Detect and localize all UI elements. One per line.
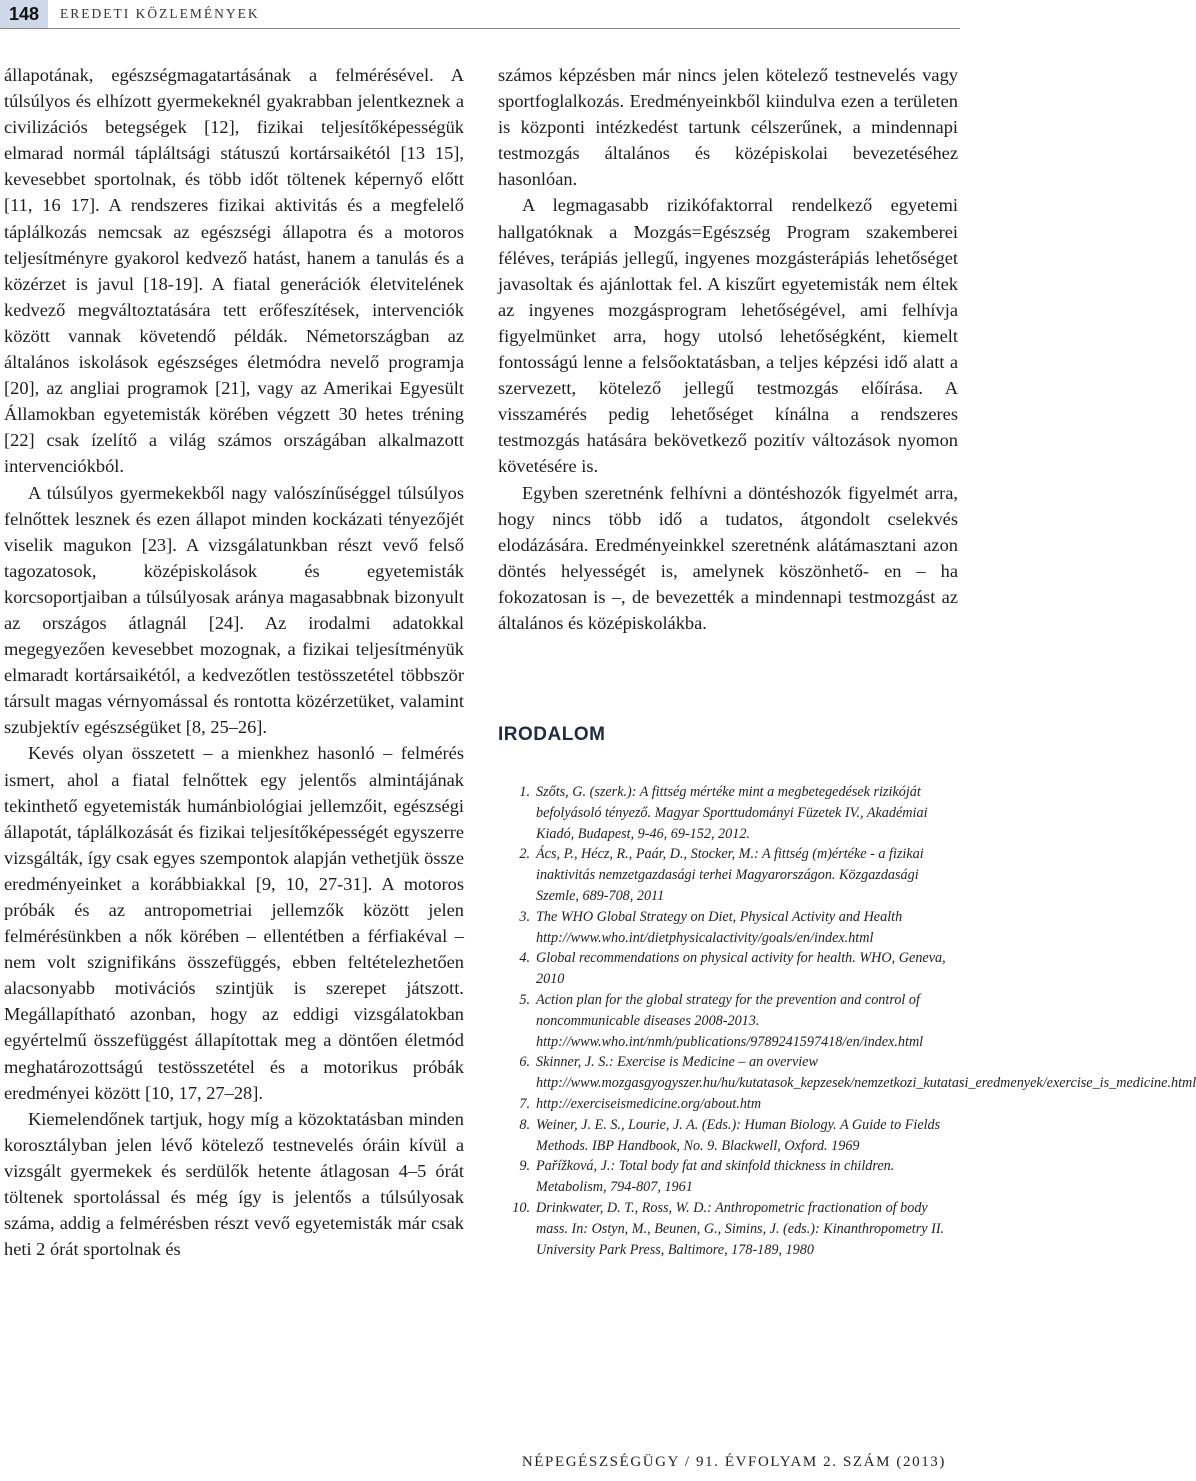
reference-item xyxy=(508,1115,958,1157)
reference-text: Szőts, G. (szerk.): A fittség mértéke mint a megbetegedések rizikóját befolyásoló tényező. Magyar Sporttudományi Füzetek IV., Akadémiai Kiadó, Budapest, 9-46, 69-152, 2012. xyxy=(536,784,928,842)
reference-text: The WHO Global Strategy on Diet, Physical Activity and Health http://www.who.int/dietphysicalactivity/goals/en/index.html xyxy=(536,908,903,946)
reference-item xyxy=(508,907,958,949)
body-paragraph: Kevés olyan összetett – a mienkhez hasonló – felmérés ismert, ahol a fiatal felnőttek egy jelentős almintájának tekinthető egyetemisták humánbiológiai jellemzőit, egészségi állapotát, táplálkozását és fizikai teljesítőképességét egyszerre vizsgálták, így csak egyes szempontok alapján vethetjük össze eredményeinket a korábbiakkal [9, 10, 27-31]. A motoros próbák és az antropometriai jellemzők között jelen felmérésünkben a nők körében – ellentétben a férfiakéval – nem volt szignifikáns összefüggés, ebben feltételezhetően alacsonyabb motivációs szintjük is szerepet játszott. Megállapítható azonban, hogy az eddigi vizsgálatokban egyértelmű összefüggést állapítottak meg a döntően életmód meghatározottságú testösszetétel és a motorikus próbák eredményei között [10, 17, 27–28]. xyxy=(4,743,464,1103)
references-title: IRODALOM xyxy=(498,724,606,745)
page-header xyxy=(0,0,960,29)
reference-text: Weiner, J. E. S., Lourie, J. A. (Eds.): Human Biology. A Guide to Fields Methods. IBP Handbook, No. 9. Blackwell, Oxford. 1969 xyxy=(536,1116,941,1154)
reference-number: 9. xyxy=(519,1158,530,1175)
reference-number: 8. xyxy=(519,1116,530,1133)
reference-number: 2. xyxy=(519,846,530,863)
body-paragraph: állapotának, egészségmagatartásának a felmérésével. A túlsúlyos és elhízott gyermekeknél gyakrabban jelentkeznek a civilizációs betegségek [12], fizikai teljesítőképességük elmarad normál tápláltsági státuszú kortársaikétól [13 15], kevesebbet sportolnak, és több időt töltenek képernyő előtt [11, 16 17]. A rendszeres fizikai aktivitás és a megfelelő táplálkozás nemcsak az egészségi állapotra és a motoros teljesítményre gyakorol kedvező hatást, hanem a tanulás és a közérzet is javul [18-19]. A fiatal generációk életvitelének kedvező megváltoztatására tett erőfeszítések, intervenciók között vannak követendő példák. Németországban az általános iskolások egészséges életmódra nevelő programja [20], az angliai programok [21], vagy az Amerikai Egyesült Államokban egyetemisták körében végzett 30 hetes tréning [22] csak ízelítő a világ számos országában alkalmazott intervenciókból. xyxy=(4,65,464,477)
reference-number: 10. xyxy=(512,1199,530,1216)
reference-number: 5. xyxy=(519,991,530,1008)
body-paragraph: számos képzésben már nincs jelen kötelező testnevelés vagy sportfoglalkozás. Eredményeinkből kiindulva ezen a területen is központi intézkedést tartunk célszerűnek, a mindennapi testmozgás általános és középiskolai bevezetéséhez hasonlóan. xyxy=(498,65,958,190)
reference-text: Ács, P., Hécz, R., Paár, D., Stocker, M.: A fittség (m)értéke - a fizikai inaktivitás nemzetgazdasági terhei Magyarországon. Közgazdasági Szemle, 689-708, 2011 xyxy=(536,846,924,904)
body-paragraph: Kiemelendőnek tartjuk, hogy míg a közoktatásban minden korosztályban jelen lévő kötelező testnevelés óráin kívül a vizsgált gyermekek és serdülők hetente átlagosan 4–5 órát töltenek sportolással és még így is jelentős a túlsúlyosak száma, addig a felmérésben részt vevő egyetemisták már csak heti 2 órát sportolnak és xyxy=(4,1108,464,1260)
running-head: EREDETI KÖZLEMÉNYEK xyxy=(60,6,260,21)
reference-item xyxy=(508,948,958,990)
reference-text: Pařížková, J.: Total body fat and skinfold thickness in children. Metabolism, 794-807, 1961 xyxy=(536,1158,895,1196)
reference-number: 1. xyxy=(519,784,530,800)
reference-text: Skinner, J. S.: Exercise is Medicine – an overview http://www.mozgasgyogyszer.hu/hu/kutatasok_kepzesek/nemzetkozi_kutatasi_eredmenyek/exercise_is_medicine.html xyxy=(536,1054,1196,1092)
reference-item xyxy=(508,1052,1196,1094)
journal-footer: NÉPEGÉSZSÉGÜGY / 91. ÉVFOLYAM 2. SZÁM (2013) xyxy=(521,1454,946,1470)
reference-text: http://exerciseismedicine.org/about.htm xyxy=(536,1095,762,1112)
reference-item xyxy=(508,1094,958,1115)
body-paragraph: Egyben szeretnénk felhívni a döntéshozók figyelmét arra, hogy nincs több idő a tudatos, átgondolt cselekvés elodázására. Eredményeinkkel szeretnénk alátámasztani azon döntés helyességét is, amelynek köszönhető- en – ha fokozatosan is –, de bevezették a mindennapi testmozgást az általános és középiskolákba. xyxy=(498,482,958,633)
reference-item xyxy=(508,782,958,844)
reference-item xyxy=(508,844,958,906)
reference-text: Drinkwater, D. T., Ross, W. D.: Anthropometric fractionation of body mass. In: Ostyn, M., Beunen, G., Simins, J. (eds.): Kinanthropometry II. University Park Press, Baltimore, 178-189, 1980 xyxy=(536,1199,945,1258)
reference-text: Action plan for the global strategy for the prevention and control of noncommunicable diseases 2008-2013. http://www.who.int/nmh/publications/9789241597418/en/index.html xyxy=(536,991,924,1050)
reference-item xyxy=(508,1198,958,1260)
reference-item xyxy=(508,990,958,1052)
body-paragraph: A legmagasabb rizikófaktorral rendelkező egyetemi hallgatóknak a Mozgás=Egészség Program szakemberei féléves, terápiás jellegű, ingyenes mozgásterápiás lehetőséget javasoltak és ajánlottak fel. A kiszűrt egyetemisták nem éltek az ingyenes mozgásprogram lehetőségével, ami felhívja figyelmünket arra, hogy utolsó lehetőségként, kiemelt fontosságú lenne a felsőoktatásban, a teljes képzési idő alatt a szervezett, kötelező jellegű testmozgás előírása. A visszamérés pedig lehetőséget kínálna a rendszeres testmozgás hatására bekövetkező pozitív változások nyomon követésére is. xyxy=(498,195,958,477)
reference-number: 6. xyxy=(519,1054,530,1071)
left-column xyxy=(4,62,464,1262)
right-column xyxy=(498,62,958,636)
reference-item xyxy=(508,1156,958,1198)
page-number: 148 xyxy=(0,0,48,28)
reference-number: 4. xyxy=(519,950,530,967)
reference-number: 7. xyxy=(519,1095,530,1112)
body-paragraph: A túlsúlyos gyermekekből nagy valószínűséggel túlsúlyos felnőttek lesznek és ezen állapot minden kockázati tényezőjét viselik magukon [23]. A vizsgálatunkban részt vevő felső tagozatosok, középiskolások és egyetemisták korcsoportjaiban a túlsúlyosak aránya magasabbnak bizonyult az országos átlagnál [24]. Az irodalmi adatokkal megegyezően kevesebbet mozognak, a fizikai teljesítményük elmaradt kortársaikétól, a kedvezőtlen testösszetétel többször társult magas vérnyomással és rontotta közérzetüket, valamint szubjektív egészségüket [8, 25–26]. xyxy=(4,482,464,738)
reference-list xyxy=(508,782,1196,1260)
reference-number: 3. xyxy=(519,908,530,925)
reference-text: Global recommendations on physical activity for health. WHO, Geneva, 2010 xyxy=(536,950,946,988)
